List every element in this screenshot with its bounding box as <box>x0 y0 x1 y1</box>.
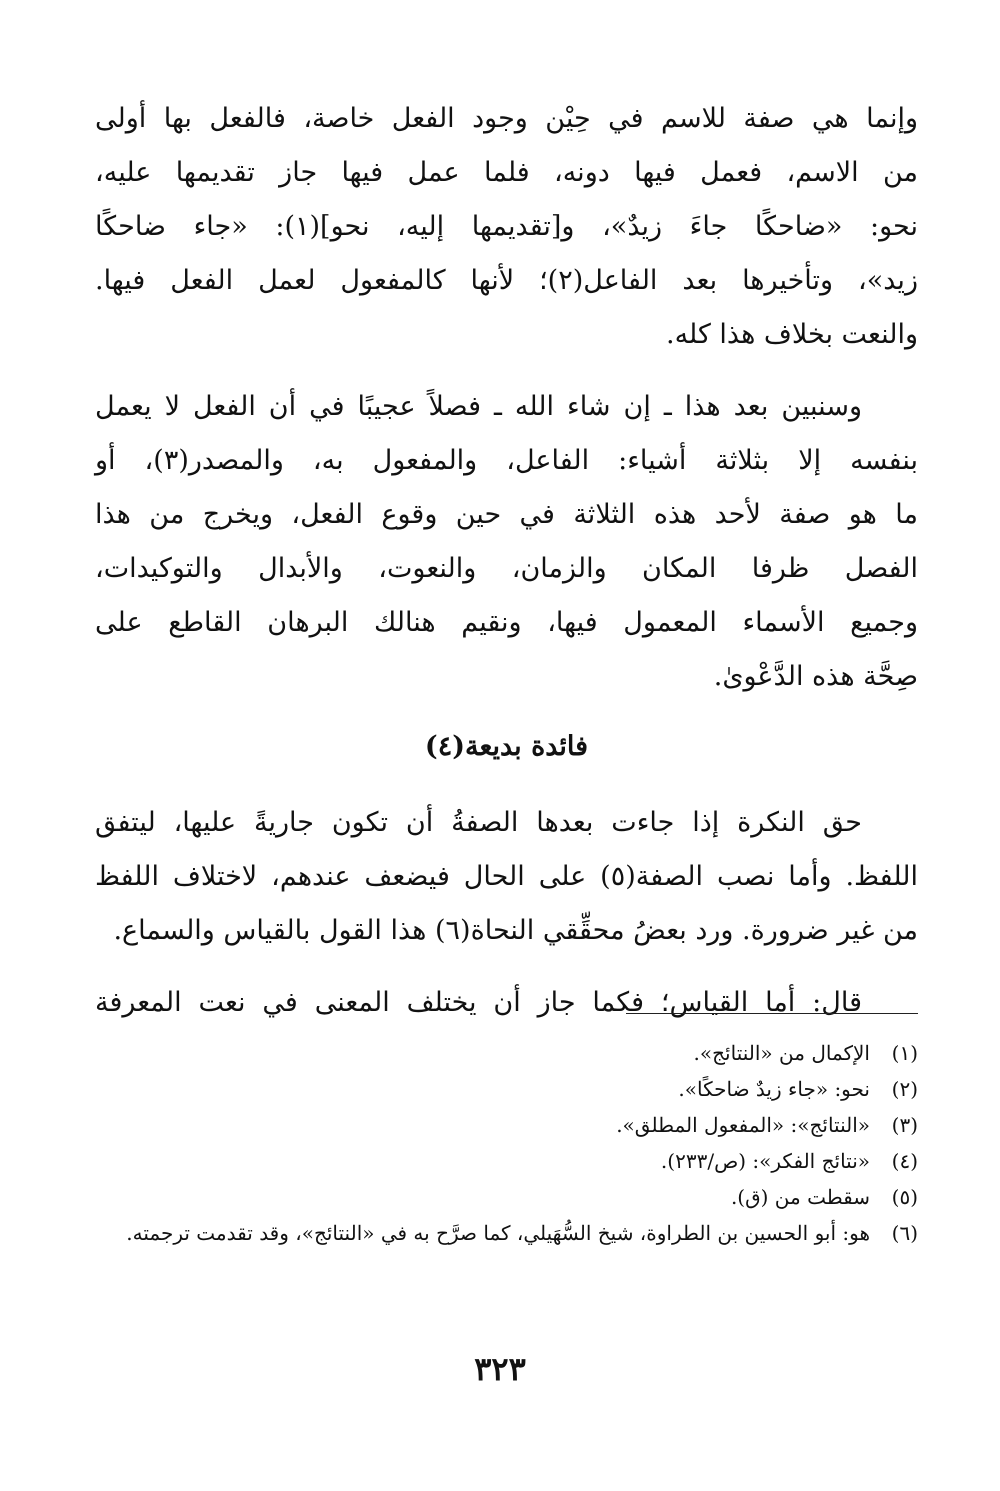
text-line: زيد»، وتأخيرها بعد الفاعل(٢)؛ لأنها كالمفعول لعمل الفعل فيها. <box>95 265 918 296</box>
footnotes <box>95 1035 918 1251</box>
text-line: ما هو صفة لأحد هذه الثلاثة في حين وقوع الفعل، ويخرج من هذا <box>95 499 918 530</box>
footnote-text: الإكمال من «النتائج». <box>693 1041 870 1065</box>
footnote <box>95 1143 918 1179</box>
paragraph-2 <box>95 380 918 704</box>
footnote <box>95 1071 918 1107</box>
footnote-number: (٢) <box>891 1077 918 1101</box>
text-line: وسنبين بعد هذا ـ إن شاء الله ـ فصلاً عجيبًا في أن الفعل لا يعمل <box>95 391 862 422</box>
text-line: نحو: «ضاحكًا جاءَ زيدٌ»، و[تقديمها إليه، نحو](١): «جاء ضاحكًا <box>95 211 918 242</box>
footnote-number: (٣) <box>891 1113 918 1137</box>
text-line: صِحَّة هذه الدَّعْوىٰ. <box>713 661 918 692</box>
footnote-text: هو: أبو الحسين بن الطراوة، شيخ السُّهَيلي، كما صرَّح به في «النتائج»، وقد تقدمت ترجمته. <box>126 1221 870 1245</box>
text-line: من الاسم، فعمل فيها دونه، فلما عمل فيها جاز تقديمها عليه، <box>95 157 918 188</box>
footnote-divider <box>626 1013 918 1014</box>
footnote-number: (٥) <box>891 1185 918 1209</box>
footnote-number: (٦) <box>891 1221 918 1245</box>
footnote <box>95 1179 918 1215</box>
main-text <box>95 92 918 1030</box>
text-line: من غير ضرورة. ورد بعضُ محقِّقي النحاة(٦) هذا القول بالقياس والسماع. <box>113 915 918 946</box>
paragraph-1 <box>95 92 918 362</box>
footnote-text: نحو: «جاء زيدٌ ضاحكًا». <box>678 1077 870 1101</box>
paragraph-3 <box>95 796 918 958</box>
text-line: الفصل ظرفا المكان والزمان، والنعوت، والأبدال والتوكيدات، <box>95 553 918 584</box>
footnote-text: سقطت من (ق). <box>730 1185 870 1209</box>
text-line: والنعت بخلاف هذا كله. <box>665 319 918 350</box>
footnote-number: (١) <box>891 1041 918 1065</box>
footnote <box>95 1035 918 1071</box>
text-line: وإنما هي صفة للاسم في حِيْن وجود الفعل خاصة، فالفعل بها أولى <box>95 103 918 134</box>
footnote-number: (٤) <box>891 1149 918 1173</box>
footnote <box>95 1215 918 1251</box>
text-line: قال: أما القياس؛ فكما جاز أن يختلف المعنى في نعت المعرفة <box>95 987 862 1018</box>
footnote-text: «نتائج الفكر»: (ص/٢٣٣). <box>660 1149 870 1173</box>
text-line: حق النكرة إذا جاءت بعدها الصفةُ أن تكون جاريةً عليها، ليتفق <box>95 807 862 838</box>
page-number: ٣٢٣ <box>474 1350 526 1388</box>
text-line: وجميع الأسماء المعمول فيها، ونقيم هنالك البرهان القاطع على <box>95 607 918 638</box>
text-line: اللفظ. وأما نصب الصفة(٥) على الحال فيضعف عندهم، لاختلاف اللفظ <box>95 861 918 892</box>
text-line: بنفسه إلا بثلاثة أشياء: الفاعل، والمفعول به، والمصدر(٣)، أو <box>95 445 918 476</box>
section-heading: فائدة بديعة(٤) <box>424 731 589 762</box>
paragraph-4 <box>95 976 918 1030</box>
footnote-text: «النتائج»: «المفعول المطلق». <box>616 1113 870 1137</box>
footnote <box>95 1107 918 1143</box>
